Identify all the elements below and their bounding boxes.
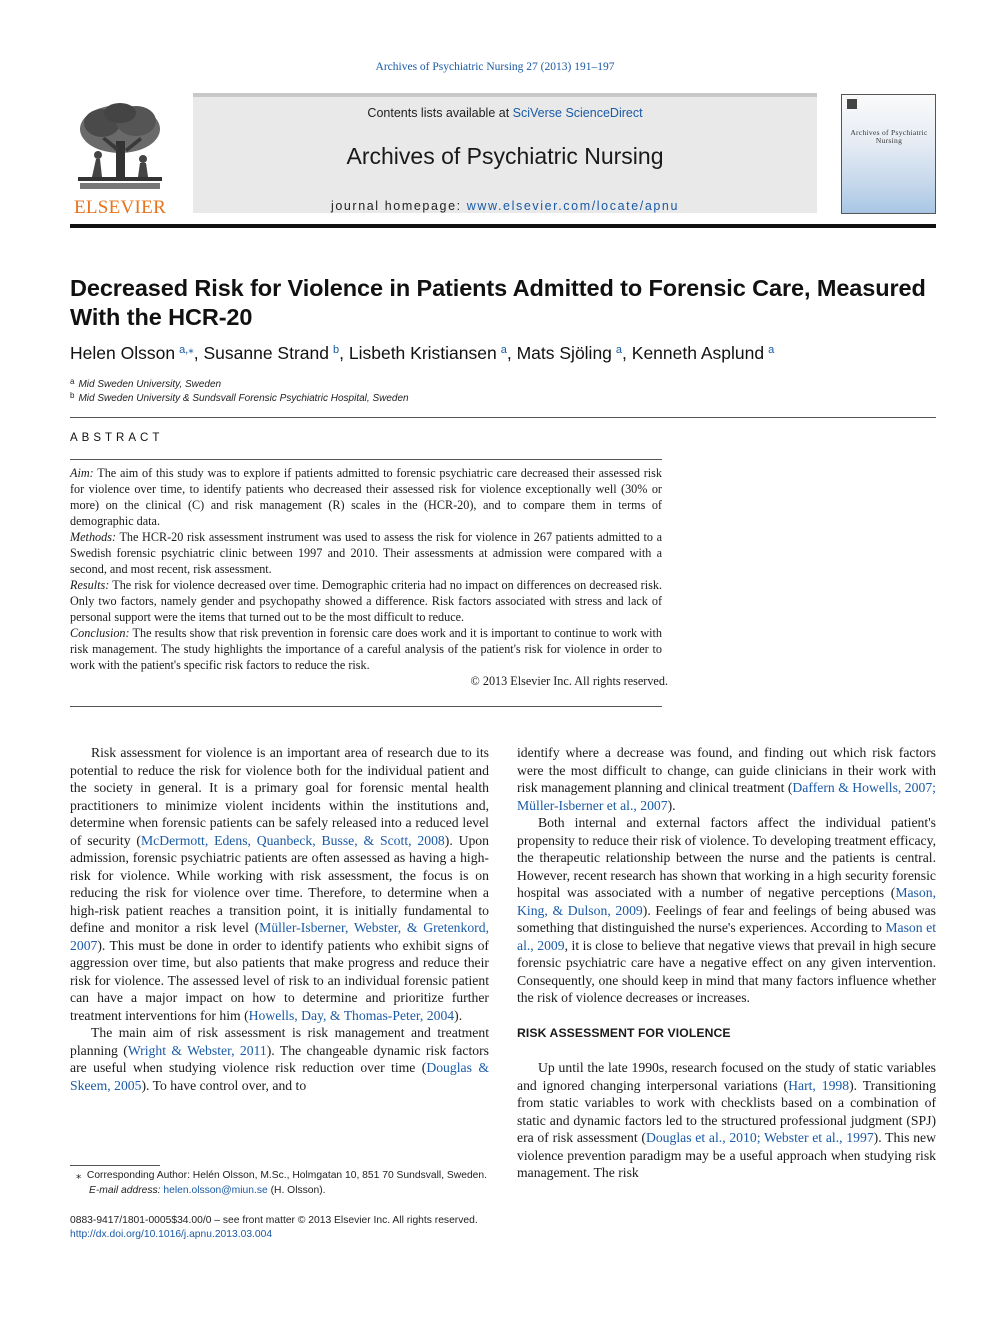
text-run: Risk assessment for violence is an important area of research due to its potential to reduce the risk for violence both for the individual patient and the society in general. It is a primary goal for forensic mental health practitioners to minimize violent incidents within the institutions and, determine when forensic patients can be safely released into a reduced level of security ( <box>70 745 489 848</box>
reference-link[interactable]: Douglas & Skeem, 2005 <box>70 1060 489 1093</box>
author-affiliation-mark[interactable]: a,⁎ <box>179 344 194 356</box>
text-run: ). This new violence prevention paradigm may be a useful approach when studying risk management. The risk <box>517 1130 936 1180</box>
methods-label: Methods: <box>70 530 117 544</box>
body-column-left <box>70 744 489 1094</box>
author-separator: , <box>506 343 517 363</box>
affiliation-text: Mid Sweden University, Sweden <box>78 379 222 390</box>
reference-link[interactable]: Müller-Isberner, Webster, & Gretenkord, 2007 <box>70 920 489 953</box>
text-run: ). The changeable dynamic risk factors are useful when studying violence risk reduction over time ( <box>70 1042 489 1075</box>
reference-link[interactable]: Hart, 1998 <box>788 1077 850 1093</box>
abstract-conclusion <box>70 625 662 673</box>
reference-link[interactable]: Daffern & Howells, 2007; Müller-Isberner et al., 2007 <box>517 780 936 813</box>
aim-label: Aim: <box>70 466 94 480</box>
abstract-aim <box>70 465 662 529</box>
footnote-rule <box>70 1165 160 1166</box>
author-affiliation-mark[interactable]: a <box>768 344 775 356</box>
section-heading: RISK ASSESSMENT FOR VIOLENCE <box>517 1025 731 1040</box>
author-separator: , <box>622 343 632 363</box>
article-title: Decreased Risk for Violence in Patients Admitted to Forensic Care, Measured With the HCR-20 <box>70 275 926 330</box>
aim-text: The aim of this study was to explore if patients admitted to forensic psychiatric care decreased their assessed risk for violence over time, to identify patients who decreased their assessed risk for violence exceptionally well (30% or more) on the clinical (C) and risk management (R) scales in the (HCR-20), and to compare them in terms of demographic data. <box>70 466 662 528</box>
elsevier-logo[interactable] <box>70 101 170 218</box>
affiliation-text: Mid Sweden University & Sundsvall Forensic Psychiatric Hospital, Sweden <box>78 393 409 404</box>
author-name[interactable]: Lisbeth Kristiansen <box>348 343 497 363</box>
author-affiliation-mark[interactable]: a <box>500 344 507 356</box>
email-suffix: (H. Olsson). <box>267 1185 326 1196</box>
homepage-link[interactable]: www.elsevier.com/locate/apnu <box>466 199 680 213</box>
text-run: ). This must be done in order to identify patients who exhibit signs of aggression over time, but also patients that make progress and reduce their risk for violence. The assessed level of risk to an individual forensic patient can have a major impact on how to determine and prioritize further treatment interventions for him ( <box>70 937 489 1023</box>
text-run: , it is close to believe that negative views that prevail in high secure forensic psychiatric care have a negative effect on any given intervention. Consequently, one should keep in mind that many factors influence whether the risk of violence decreases or increases. <box>517 937 936 1005</box>
text-run: Up until the late 1990s, research focused on the study of static variables and ignored changing interpersonal variations ( <box>517 1060 936 1093</box>
results-text: The risk for violence decreased over time. Demographic criteria had no impact on differences on decreased risk. Only two factors, namely gender and psychopathy showed a difference. Risk factors associated with stress and lack of personal support were the items that turned out to be the most difficult to reduce. <box>70 578 662 624</box>
author-list <box>70 343 936 364</box>
text-run: ). Feelings of fear and feelings of being abused was something that distinguished the nurse's experiences. According to <box>517 902 936 935</box>
contents-prefix: Contents lists available at <box>367 106 513 120</box>
affiliation-divider <box>70 417 936 418</box>
paragraph <box>517 1059 936 1182</box>
journal-header <box>70 93 936 218</box>
abstract-heading: ABSTRACT <box>70 432 164 444</box>
sciencedirect-link[interactable]: SciVerse ScienceDirect <box>512 106 643 120</box>
reference-link[interactable]: Mason et al., 2009 <box>517 920 936 953</box>
conclusion-text: The results show that risk prevention in forensic care does work and it is important to continue to work with risk management. The study highlights the importance of a careful analysis of the patient's risk for violence in order to work with the patient's specific risk factors to reduce the risk. <box>70 626 662 672</box>
reference-link[interactable]: Douglas et al., 2010; Webster et al., 1997 <box>645 1130 874 1145</box>
affiliation-mark: a <box>70 377 75 386</box>
paragraph <box>517 814 936 1007</box>
abstract-copyright: © 2013 Elsevier Inc. All rights reserved. <box>470 674 668 688</box>
affiliation-mark: b <box>70 391 75 400</box>
footnote-line <box>70 1168 489 1183</box>
author-separator: , <box>339 343 349 363</box>
reference-link[interactable]: McDermott, Edens, Quanbeck, Busse, & Scott, 2008 <box>140 832 445 848</box>
footnote-corresponding: Corresponding Author: Helén Olsson, M.Sc., Holmgatan 10, 851 70 Sundsvall, Sweden. <box>86 1170 487 1181</box>
text-run: The main aim of risk assessment is risk management and treatment planning ( <box>70 1025 489 1058</box>
footnote-email-line <box>70 1183 489 1198</box>
homepage-prefix: journal homepage: <box>330 199 467 213</box>
homepage-line <box>193 199 817 213</box>
abstract-bottom-rule <box>70 706 662 707</box>
author-name[interactable]: Susanne Strand <box>203 343 329 363</box>
citation-text[interactable]: Archives of Psychiatric Nursing 27 (2013) 191–197 <box>375 61 615 73</box>
results-label: Results: <box>70 578 110 592</box>
cover-logo-icon <box>847 99 857 109</box>
text-run: ). <box>454 1007 463 1023</box>
issn-line: 0883-9417/1801-0005$34.00/0 – see front matter © 2013 Elsevier Inc. All rights reserved. <box>70 1215 478 1226</box>
text-run: ). To have control over, and to <box>141 1077 307 1093</box>
abstract-body <box>70 465 668 689</box>
author-affiliation-mark[interactable]: a <box>615 344 623 356</box>
affiliation-b <box>70 391 409 404</box>
paragraph <box>517 744 936 814</box>
text-run: ). Transitioning from static variables to work with checklists based on a combination of static and dynamic factors led to the structured professional judgment (SPJ) era of risk assessment ( <box>517 1077 936 1145</box>
journal-banner <box>193 93 817 213</box>
text-run: ). <box>667 797 676 813</box>
elsevier-tree-icon <box>72 101 168 193</box>
reference-link[interactable]: Howells, Day, & Thomas-Peter, 2004 <box>248 1007 455 1023</box>
elsevier-wordmark: ELSEVIER <box>73 197 167 218</box>
contents-line <box>193 106 817 120</box>
paragraph <box>70 1024 489 1094</box>
abstract-results <box>70 577 662 625</box>
journal-citation[interactable] <box>0 61 990 73</box>
author-name[interactable]: Mats Sjöling <box>516 343 612 363</box>
affiliation-a <box>70 377 221 390</box>
reference-link[interactable]: Mason, King, & Dulson, 2009 <box>517 885 936 918</box>
footnote-marker: ⁎ <box>76 1170 82 1181</box>
author-affiliation-mark[interactable]: b <box>333 344 340 356</box>
header-rule <box>70 224 936 228</box>
text-run: identify where a decrease was found, and finding out which risk factors were the most difficult to change, can guide clinicians in their work with risk management planning and clinical treatment ( <box>517 745 936 795</box>
abstract-methods <box>70 529 662 577</box>
conclusion-label: Conclusion: <box>70 626 130 640</box>
text-run: ). Upon admission, forensic psychiatric patients are often assessed as having a high-risk for violence. While working with risk assessment, the focus is on reducing the risk for violence over time. Therefore, to determine when a high-risk patient reaches a transition point, it is initially fundamental to define and monitor a risk level ( <box>70 832 489 935</box>
author-name[interactable]: Kenneth Asplund <box>631 343 765 363</box>
methods-text: The HCR-20 risk assessment instrument was used to assess the risk for violence in 267 patients admitted to a Swedish forensic psychiatric clinic between 1997 and 2010. Their assessments at admission were compared with a second, and most recent, risk assessment. <box>70 530 662 576</box>
author-separator: , <box>193 343 204 363</box>
text-run: Both internal and external factors affect the individual patient's propensity to reduce their risk of violence. To developing treatment efficacy, the therapeutic relationship between the nurse and the patients is central. However, recent research has shown that working in a high security forensic hospital was associated with a number of negative perceptions ( <box>517 815 936 900</box>
email-label: E-mail address: <box>89 1185 164 1196</box>
cover-title: Archives of Psychiatric Nursing <box>850 128 928 146</box>
reference-link[interactable]: Wright & Webster, 2011 <box>127 1042 267 1058</box>
corresponding-author-footnote <box>70 1168 489 1198</box>
doi-link[interactable]: http://dx.doi.org/10.1016/j.apnu.2013.03.004 <box>70 1229 273 1240</box>
email-link[interactable]: helen.olsson@miun.se <box>163 1185 268 1196</box>
doi-line <box>70 1229 272 1240</box>
author-name[interactable]: Helen Olsson <box>70 343 176 363</box>
journal-cover-thumbnail[interactable] <box>841 94 936 214</box>
body-column-right <box>517 744 936 1182</box>
journal-name: Archives of Psychiatric Nursing <box>346 143 664 169</box>
paragraph <box>70 744 489 1024</box>
abstract-top-rule <box>70 459 662 460</box>
